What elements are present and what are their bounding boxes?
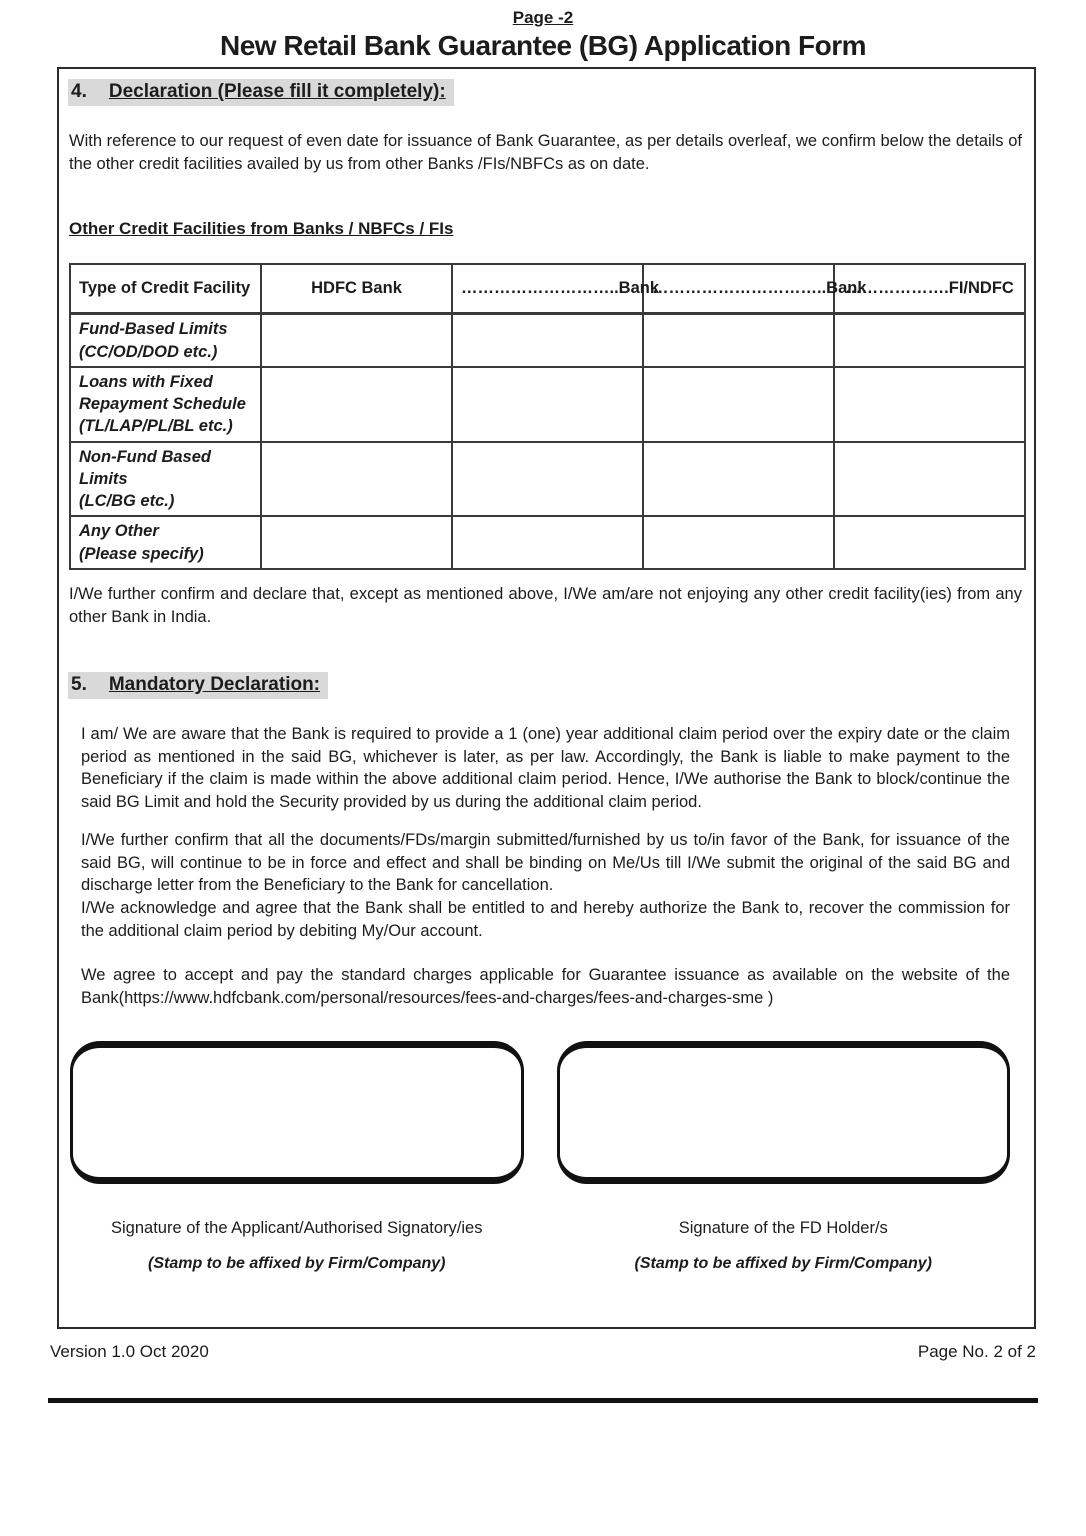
input-cell[interactable] xyxy=(261,442,452,517)
input-cell[interactable] xyxy=(643,367,834,442)
declaration-paragraph-1: I am/ We are aware that the Bank is required to provide a 1 (one) year additional claim period over the expiry date or the claim period as mentioned in the said BG, whichever is later, as per law. Accordingly, the Bank is liable to make payment to the Beneficiary if the claim is made within the above additional claim period. Hence, I/We authorise the Bank to block/continue the said BG Limit and hold the Security provided by us during the additional claim period. xyxy=(81,724,1010,812)
header-fi-ndfc-blank[interactable]: ……………….FI/NDFC xyxy=(834,264,1025,314)
credit-facilities-table xyxy=(69,263,1026,570)
applicant-signature-label: Signature of the Applicant/Authorised Signatory/ies xyxy=(111,1219,483,1238)
page-footer xyxy=(50,1342,1036,1362)
section4-number: 4. xyxy=(71,81,87,102)
input-cell[interactable] xyxy=(834,367,1025,442)
applicant-stamp-note: (Stamp to be affixed by Firm/Company) xyxy=(147,1255,446,1273)
row-label-non-fund-based-limits xyxy=(70,442,261,517)
row-label-line: (Please specify) xyxy=(79,544,204,563)
mandatory-declaration-block xyxy=(81,723,1010,1009)
table-row-fund-based-limits xyxy=(70,314,1025,367)
row-label-line: Fund-Based Limits xyxy=(79,320,228,339)
section4-confirmation-paragraph: I/We further confirm and declare that, except as mentioned above, I/We am/are not enjoying any other credit facility(ies) from any other Bank in India. xyxy=(69,585,1022,627)
section4-heading xyxy=(68,79,454,106)
applicant-signature-column xyxy=(70,1041,524,1273)
table-row-loans-fixed-repayment xyxy=(70,367,1025,442)
section5-heading-text: Mandatory Declaration: xyxy=(108,673,321,695)
row-label-any-other xyxy=(70,516,261,569)
fd-holder-stamp-note: (Stamp to be affixed by Firm/Company) xyxy=(634,1255,933,1273)
page-label: Page -2 xyxy=(512,8,574,27)
row-label-fund-based-limits xyxy=(70,314,261,367)
fd-holder-signature-column xyxy=(557,1041,1011,1273)
header-other-bank-2-blank[interactable]: …………………………..Bank xyxy=(643,264,834,314)
row-label-line: (TL/LAP/PL/BL etc.) xyxy=(79,417,233,436)
input-cell[interactable] xyxy=(643,314,834,367)
page-number-text: Page No. 2 of 2 xyxy=(917,1342,1036,1361)
table-row-any-other xyxy=(70,516,1025,569)
declaration-paragraph-2: I/We further confirm that all the documents/FDs/margin submitted/furnished by us to/in favor of the Bank, for issuance of the said BG, will continue to be in force and effect and shall be binding on Me/Us till I/We submit the original of the said BG and discharge letter from the Beneficiary to the Bank for cancellation. xyxy=(81,830,1010,895)
document-title: New Retail Bank Guarantee (BG) Application Form xyxy=(219,30,866,61)
signature-area xyxy=(70,1041,1010,1273)
input-cell[interactable] xyxy=(261,314,452,367)
input-cell[interactable] xyxy=(261,367,452,442)
row-label-line: Loans with Fixed xyxy=(79,372,213,391)
table-row-non-fund-based-limits xyxy=(70,442,1025,517)
input-cell[interactable] xyxy=(452,367,643,442)
section4-heading-text: Declaration (Please fill it completely): xyxy=(108,81,446,102)
fd-holder-signature-box[interactable] xyxy=(557,1041,1011,1184)
input-cell[interactable] xyxy=(261,516,452,569)
applicant-signature-box[interactable] xyxy=(70,1041,524,1184)
row-label-loans-fixed-repayment xyxy=(70,367,261,442)
header-other-bank-1-blank[interactable]: ………………………..Bank xyxy=(452,264,643,314)
version-text: Version 1.0 Oct 2020 xyxy=(50,1342,209,1361)
row-label-line: Any Other xyxy=(79,522,159,541)
header-type-of-credit-facility: Type of Credit Facility xyxy=(70,264,261,314)
bottom-divider-rule xyxy=(48,1398,1038,1403)
input-cell[interactable] xyxy=(834,516,1025,569)
row-label-line: (LC/BG etc.) xyxy=(79,492,175,511)
input-cell[interactable] xyxy=(452,516,643,569)
row-label-line: Non-Fund Based Limits xyxy=(79,447,211,488)
section4-intro-paragraph: With reference to our request of even date for issuance of Bank Guarantee, as per details overleaf, we confirm below the details of the other credit facilities availed by us from other Banks /FIs/NBFCs as on date. xyxy=(69,132,1022,174)
input-cell[interactable] xyxy=(834,442,1025,517)
declaration-paragraph-4: We agree to accept and pay the standard charges applicable for Guarantee issuance as available on the website of the Bank(https://www.hdfcbank.com/personal/resources/fees-and-charges/fees-and-charges-sme ) xyxy=(81,965,1010,1007)
input-cell[interactable] xyxy=(452,314,643,367)
fd-holder-signature-label: Signature of the FD Holder/s xyxy=(678,1219,888,1238)
table-header-row xyxy=(70,264,1025,314)
form-border-box xyxy=(57,67,1036,1329)
section5-heading xyxy=(68,672,328,699)
header-hdfc-bank: HDFC Bank xyxy=(261,264,452,314)
row-label-line: Repayment Schedule xyxy=(79,395,246,414)
declaration-paragraph-3: I/We acknowledge and agree that the Bank shall be entitled to and hereby authorize the Bank to, recover the commission for the additional claim period by debiting My/Our account. xyxy=(81,899,1010,940)
input-cell[interactable] xyxy=(834,314,1025,367)
input-cell[interactable] xyxy=(643,442,834,517)
credit-facilities-table-title: Other Credit Facilities from Banks / NBFCs / FIs xyxy=(69,218,454,238)
section5-number: 5. xyxy=(71,673,87,695)
input-cell[interactable] xyxy=(452,442,643,517)
row-label-line: (CC/OD/DOD etc.) xyxy=(79,342,218,361)
input-cell[interactable] xyxy=(643,516,834,569)
